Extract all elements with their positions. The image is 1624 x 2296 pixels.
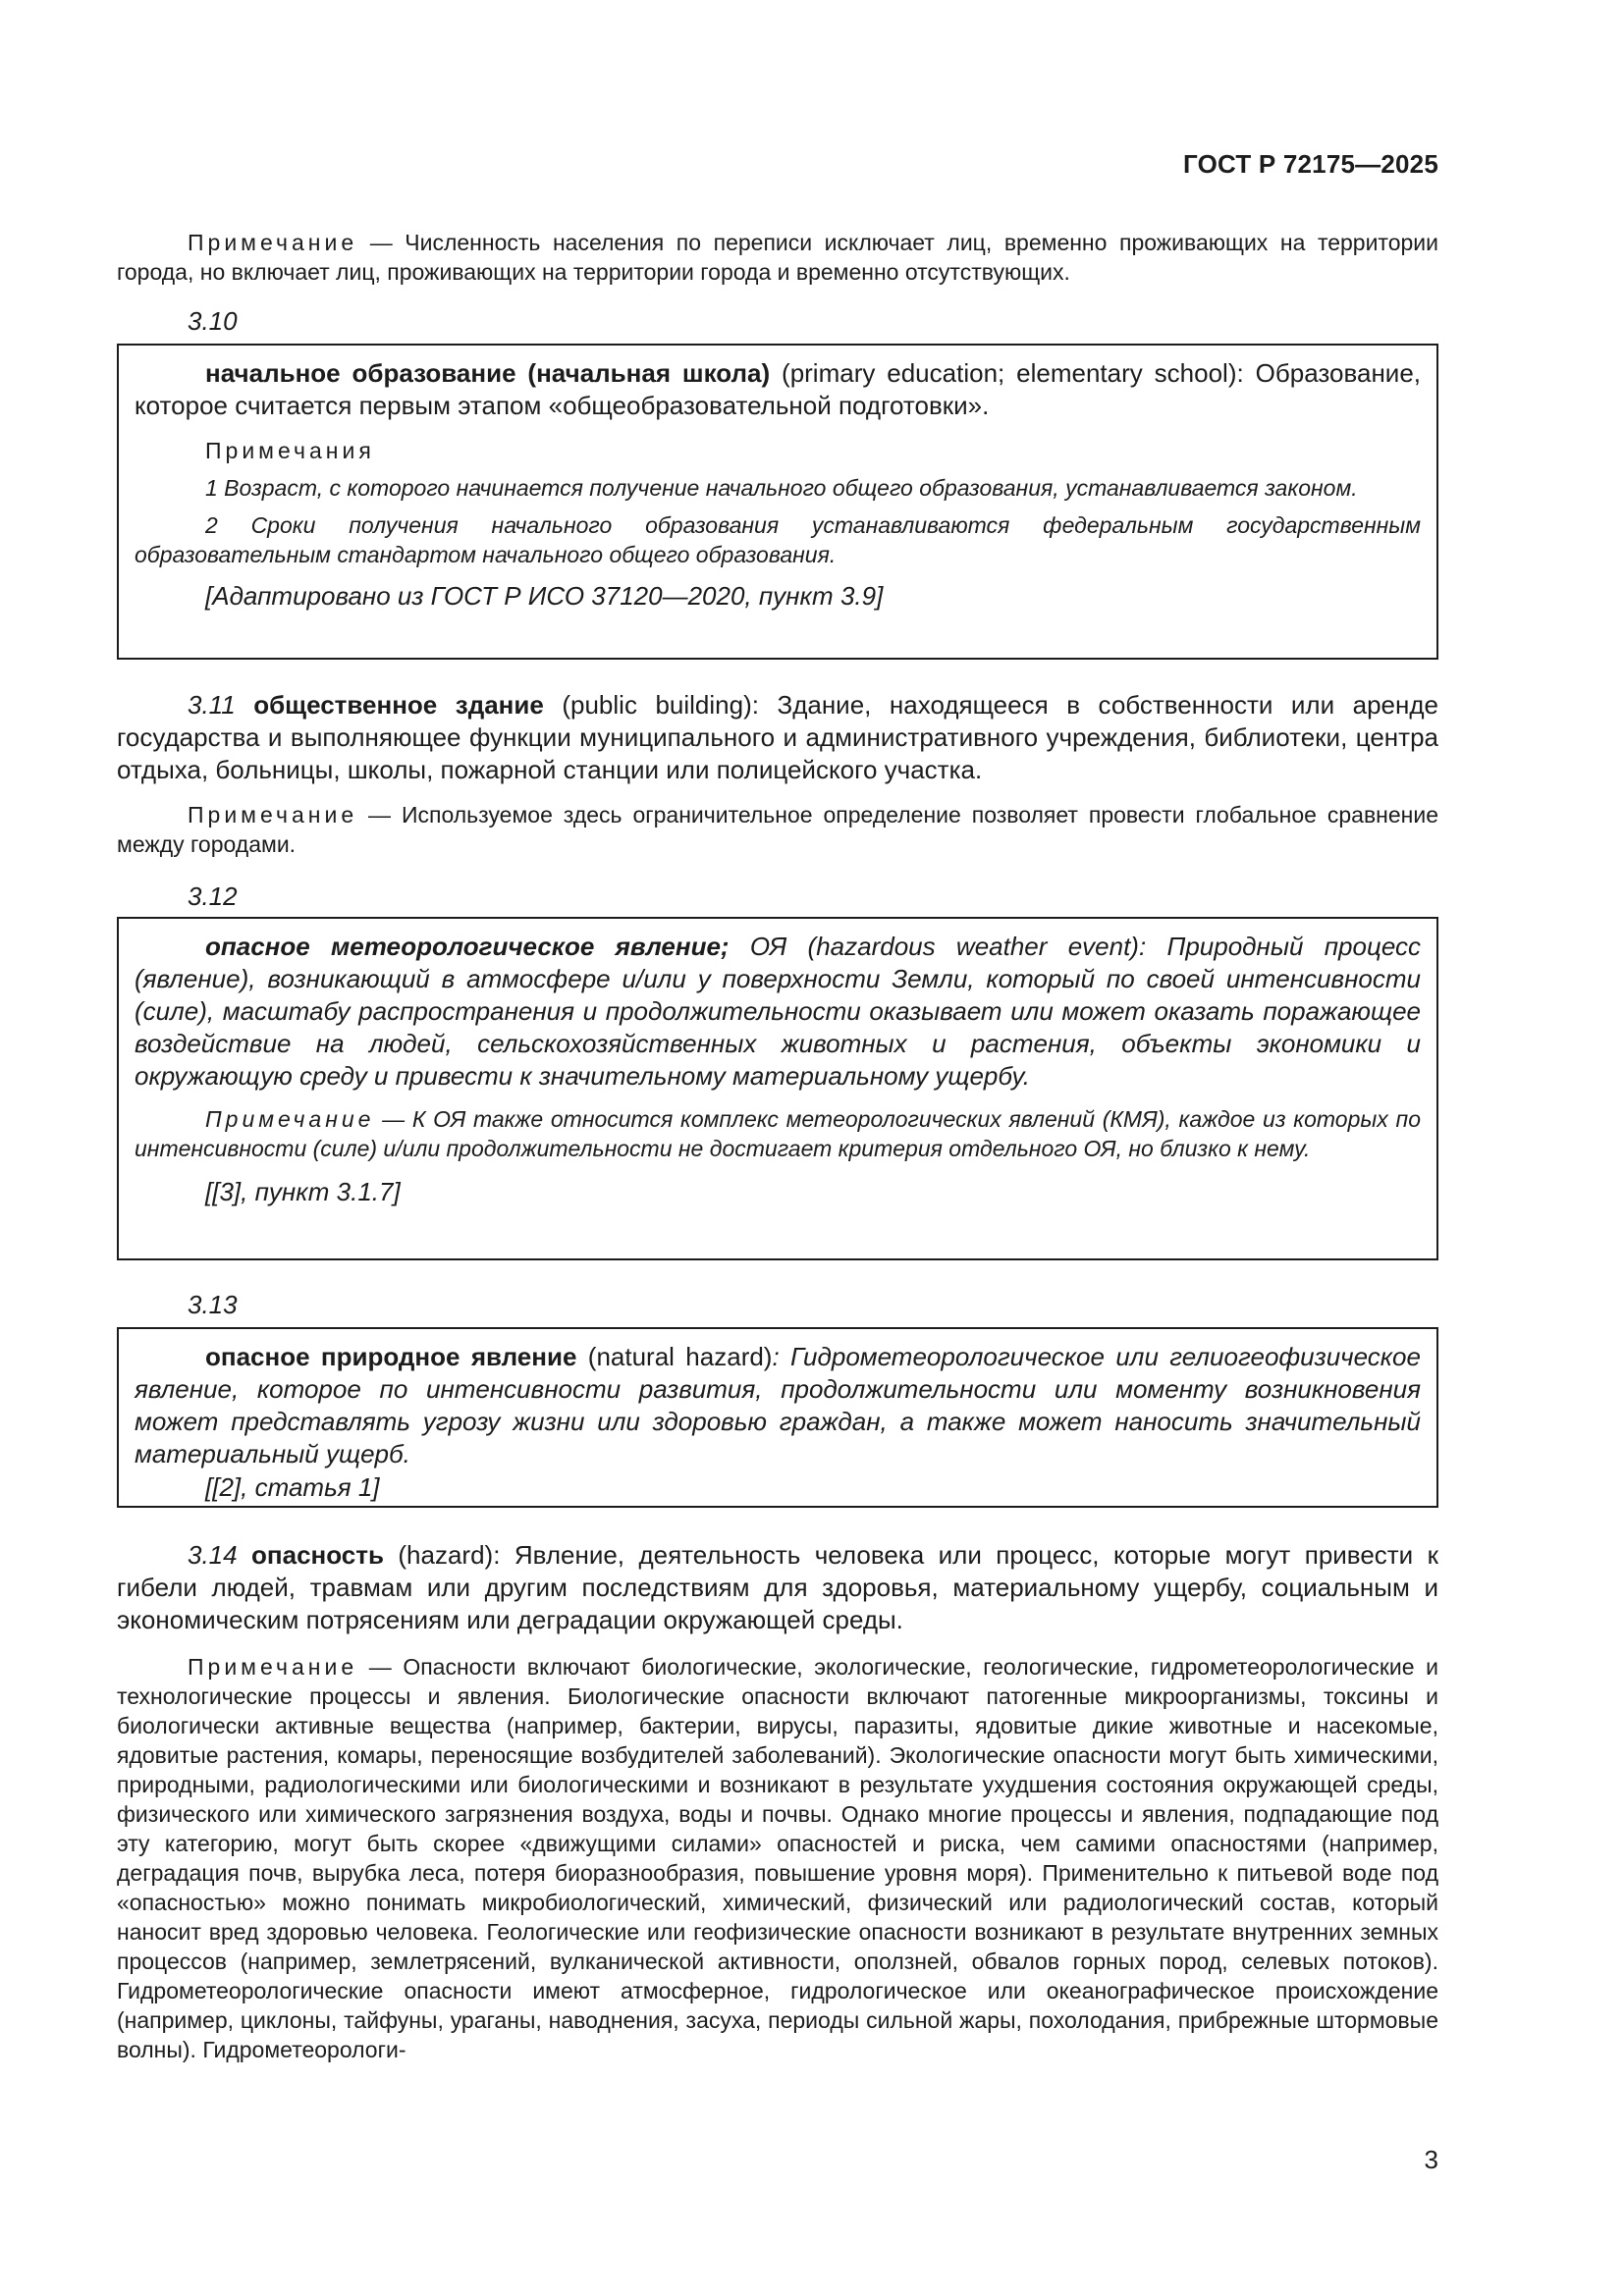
term-box-3-10 bbox=[117, 344, 1438, 660]
term-definition-text: : Образование, которое считается первым этапом «общеобразовательной подготовки». bbox=[135, 358, 1422, 420]
term-number: 3.13 bbox=[188, 1290, 238, 1319]
term-english: (public building) bbox=[543, 690, 752, 720]
notes-label: Примечания bbox=[205, 438, 375, 463]
standard-code: ГОСТ Р 72175—2025 bbox=[1183, 149, 1438, 179]
term-title: общественное здание bbox=[253, 690, 544, 720]
term-3-11 bbox=[117, 689, 1438, 859]
term-definition-text: : Здание, находящееся в собственности или аренде государства и выполняющее функции муниципального и административного учреждения, библиотеки, центра отдыха, больницы, школы, пожарной станции или полицейского участка. bbox=[117, 690, 1438, 784]
note-top bbox=[117, 228, 1438, 287]
term-number: 3.10 bbox=[188, 306, 238, 336]
note-label: Примечание bbox=[205, 1106, 375, 1132]
note-2: 2 Сроки получения начального образования устанавливаются федеральным государственным образовательным стандартом начального общего образования. bbox=[135, 512, 1421, 567]
term-source: [Адаптировано из ГОСТ Р ИСО 37120—2020, пункт 3.9] bbox=[205, 581, 884, 611]
note-label: Примечание bbox=[188, 1654, 358, 1680]
term-3-14 bbox=[117, 1539, 1438, 2064]
term-number: 3.12 bbox=[188, 881, 238, 911]
term-number: 3.11 bbox=[188, 690, 236, 720]
page-number: 3 bbox=[1424, 2145, 1438, 2174]
term-note bbox=[117, 1652, 1438, 2064]
term-english: (primary education; elementary school) bbox=[770, 358, 1237, 388]
term-english: (hazardous weather event) bbox=[786, 932, 1139, 961]
note-1: 1 Возраст, с которого начинается получение начального общего образования, устанавливается законом. bbox=[205, 475, 1358, 501]
note-text: — Численность населения по переписи исключает лиц, временно проживающих на территории города, но включает лиц, проживающих на территории города и временно отсутствующих. bbox=[117, 230, 1438, 285]
term-box-3-13 bbox=[117, 1327, 1438, 1508]
term-definition bbox=[135, 931, 1421, 1093]
term-definition-text: : Природный процесс (явление), возникающий в атмосфере и/или у поверхности Земли, который по своей интенсивности (силе), масштабу распространения и продолжительности оказывает или может оказать поражающее воздействие на людей, сельскохозяйственных животных и растения, объекты экономики и окружающую среду и привести к значительному материальному ущербу. bbox=[135, 932, 1421, 1091]
term-definition bbox=[117, 689, 1438, 786]
term-definition-text: : Явление, деятельность человека или процесс, которые могут привести к гибели людей, травмам или другим последствиям для здоровья, материальному ущербу, социальным и экономическим потрясениям или деградации окружающей среды. bbox=[117, 1540, 1438, 1634]
note-label: Примечание bbox=[188, 802, 358, 828]
term-title: опасное метеорологическое явление; bbox=[205, 932, 730, 961]
term-definition bbox=[117, 1539, 1438, 1636]
term-box-3-12 bbox=[117, 917, 1438, 1260]
term-number: 3.14 bbox=[188, 1540, 238, 1570]
term-definition bbox=[135, 357, 1421, 422]
term-title: опасность bbox=[251, 1540, 384, 1570]
term-title: опасное природное явление bbox=[205, 1342, 577, 1371]
term-abbr: ОЯ bbox=[729, 932, 787, 961]
term-definition bbox=[135, 1341, 1421, 1470]
term-english: (hazard) bbox=[383, 1540, 494, 1570]
note-text: — К ОЯ также относится комплекс метеорологических явлений (КМЯ), каждое из которых по интенсивности (силе) и/или продолжительности не достигает критерия отдельного ОЯ, но близко к нему. bbox=[135, 1106, 1421, 1161]
term-note bbox=[117, 800, 1438, 859]
term-note bbox=[135, 1104, 1421, 1163]
term-source: [[2], статья 1] bbox=[205, 1472, 380, 1502]
term-definition-text: : Гидрометеорологическое или гелиогеофизическое явление, которое по интенсивности развития, продолжительности или моменту возникновения может представлять угрозу жизни или здоровью граждан, а также может наносить значительный материальный ущерб. bbox=[135, 1342, 1421, 1468]
note-text: — Опасности включают биологические, экологические, геологические, гидрометеорологические и технологические процессы и явления. Биологические опасности включают патогенные микроорганизмы, токсины и биологически активные вещества (например, бактерии, вирусы, паразиты, ядовитые дикие животные и насекомые, ядовитые растения, комары, переносящие возбудителей заболеваний). Экологические опасности могут быть химическими, природными, радиологическими или биологическими и возникают в результате ухудшения состояния окружающей среды, физического или химического загрязнения воздуха, воды и почвы. Однако многие процессы и явления, подпадающие под эту категорию, могут быть скорее «движущими силами» опасностей и риска, чем самими опасностями (например, деградация почв, вырубка леса, потеря биоразнообразия, повышение уровня моря). Применительно к питьевой воде под «опасностью» можно понимать микробиологический, химический, физический или радиологический состав, который наносит вред здоровью человека. Геологические или геофизические опасности возникают в результате внутренних земных процессов (например, землетрясений, вулканической активности, оползней, обвалов горных пород, селевых потоков). Гидрометеорологические опасности имеют атмосферное, гидрологическое или океанографическое происхождение (например, циклоны, тайфуны, ураганы, наводнения, засуха, периоды сильной жары, похолодания, прибрежные штормовые волны). Гидрометеорологи- bbox=[117, 1654, 1438, 2062]
note-label: Примечание bbox=[188, 230, 358, 255]
note-text: — Используемое здесь ограничительное определение позволяет провести глобальное сравнение между городами. bbox=[117, 802, 1438, 857]
term-english: (natural hazard) bbox=[576, 1342, 773, 1371]
term-title: начальное образование (начальная школа) bbox=[205, 358, 771, 388]
term-source: [[3], пункт 3.1.7] bbox=[205, 1177, 401, 1206]
